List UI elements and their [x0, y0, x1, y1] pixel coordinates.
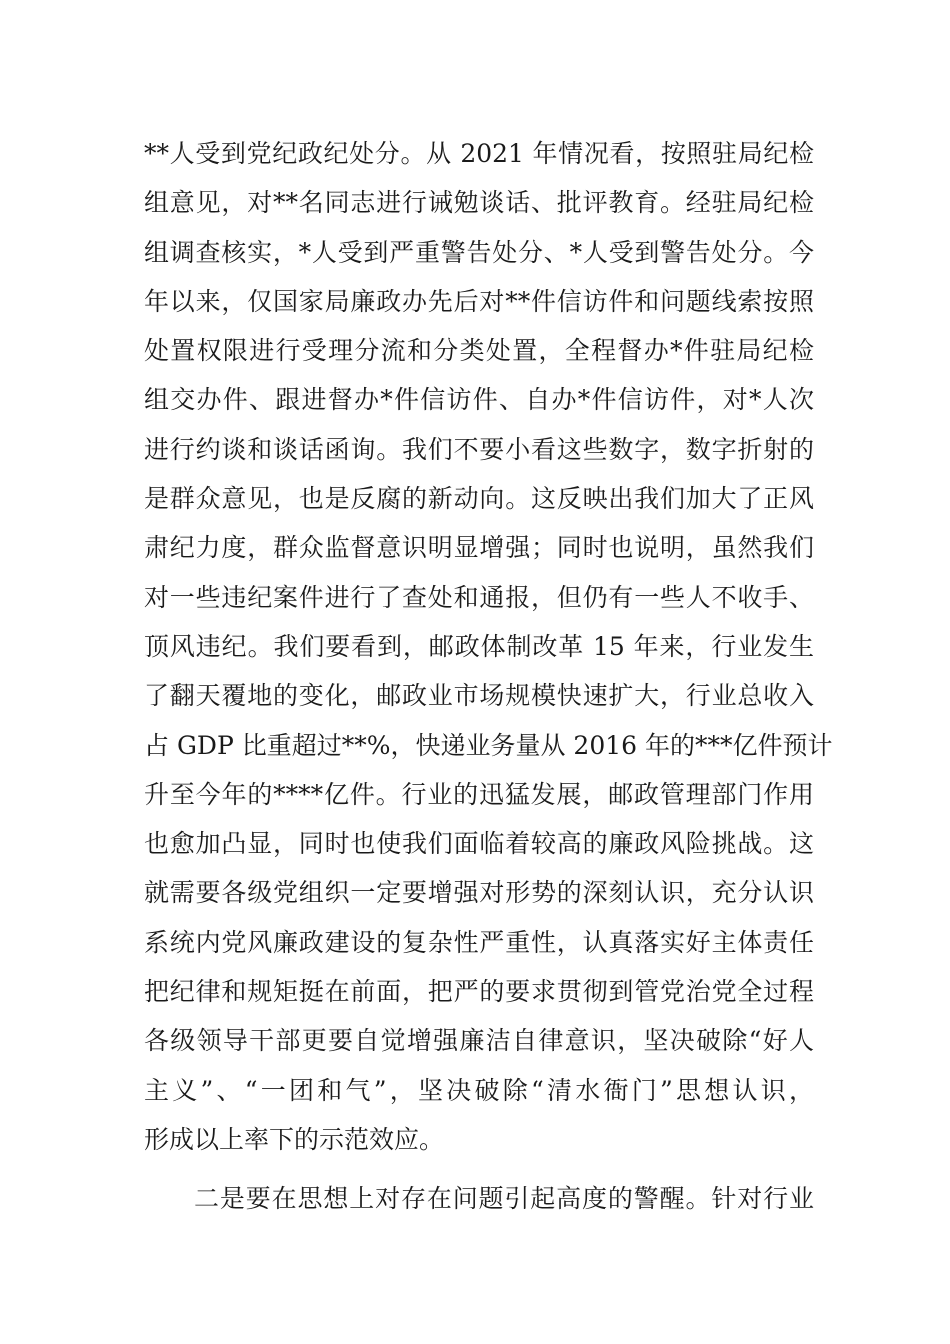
text-line: 了翻天覆地的变化，邮政业市场规模快速扩大，行业总收入	[144, 681, 814, 711]
text-line: 把纪律和规矩挺在前面，把严的要求贯彻到管党治党全过程	[144, 977, 814, 1007]
text-line: 占 GDP 比重超过**%，快递业务量从 2016 年的***亿件预计	[144, 730, 833, 760]
text-line: **人受到党纪政纪处分。从 2021 年情况看，按照驻局纪检	[144, 139, 814, 168]
text-line: 升至今年的****亿件。行业的迅猛发展，邮政管理部门作用	[144, 779, 814, 809]
paragraph-2	[144, 1174, 814, 1223]
text-line: 处置权限进行受理分流和分类处置，全程督办*件驻局纪检	[144, 336, 814, 366]
text-line: 形成以上率下的示范效应。	[144, 1124, 445, 1154]
text-line: 是群众意见，也是反腐的新动向。这反映出我们加大了正风	[144, 484, 814, 514]
text-line: 进行约谈和谈话函询。我们不要小看这些数字，数字折射的	[144, 434, 814, 464]
text-line: 主义”、“一团和气”，坚决破除“清水衙门”思想认识，	[144, 1075, 814, 1105]
paragraph-1	[144, 129, 833, 1164]
text-line: 对一些违纪案件进行了查处和通报，但仍有一些人不收手、	[144, 582, 814, 612]
text-line: 系统内党风廉政建设的复杂性严重性，认真落实好主体责任	[144, 927, 814, 957]
text-line: 二是要在思想上对存在问题引起高度的警醒。针对行业	[194, 1184, 814, 1214]
text-line: 组交办件、跟进督办*件信访件、自办*件信访件，对*人次	[144, 385, 814, 415]
text-line: 肃纪力度，群众监督意识明显增强；同时也说明，虽然我们	[144, 533, 814, 563]
text-line: 就需要各级党组织一定要增强对形势的深刻认识，充分认识	[144, 878, 814, 908]
text-line: 组调查核实，*人受到严重警告处分、*人受到警告处分。今	[144, 237, 814, 267]
paragraph-gap	[144, 1164, 814, 1174]
text-line: 组意见，对**名同志进行诫勉谈话、批评教育。经驻局纪检	[144, 188, 814, 218]
body-text	[144, 129, 833, 1224]
text-line: 顶风违纪。我们要看到，邮政体制改革 15 年来，行业发生	[144, 631, 814, 661]
text-line: 各级领导干部更要自觉增强廉洁自律意识，坚决破除“好人	[144, 1026, 814, 1056]
text-line: 年以来，仅国家局廉政办先后对**件信访件和问题线索按照	[144, 286, 814, 316]
text-line: 也愈加凸显，同时也使我们面临着较高的廉政风险挑战。这	[144, 829, 814, 859]
